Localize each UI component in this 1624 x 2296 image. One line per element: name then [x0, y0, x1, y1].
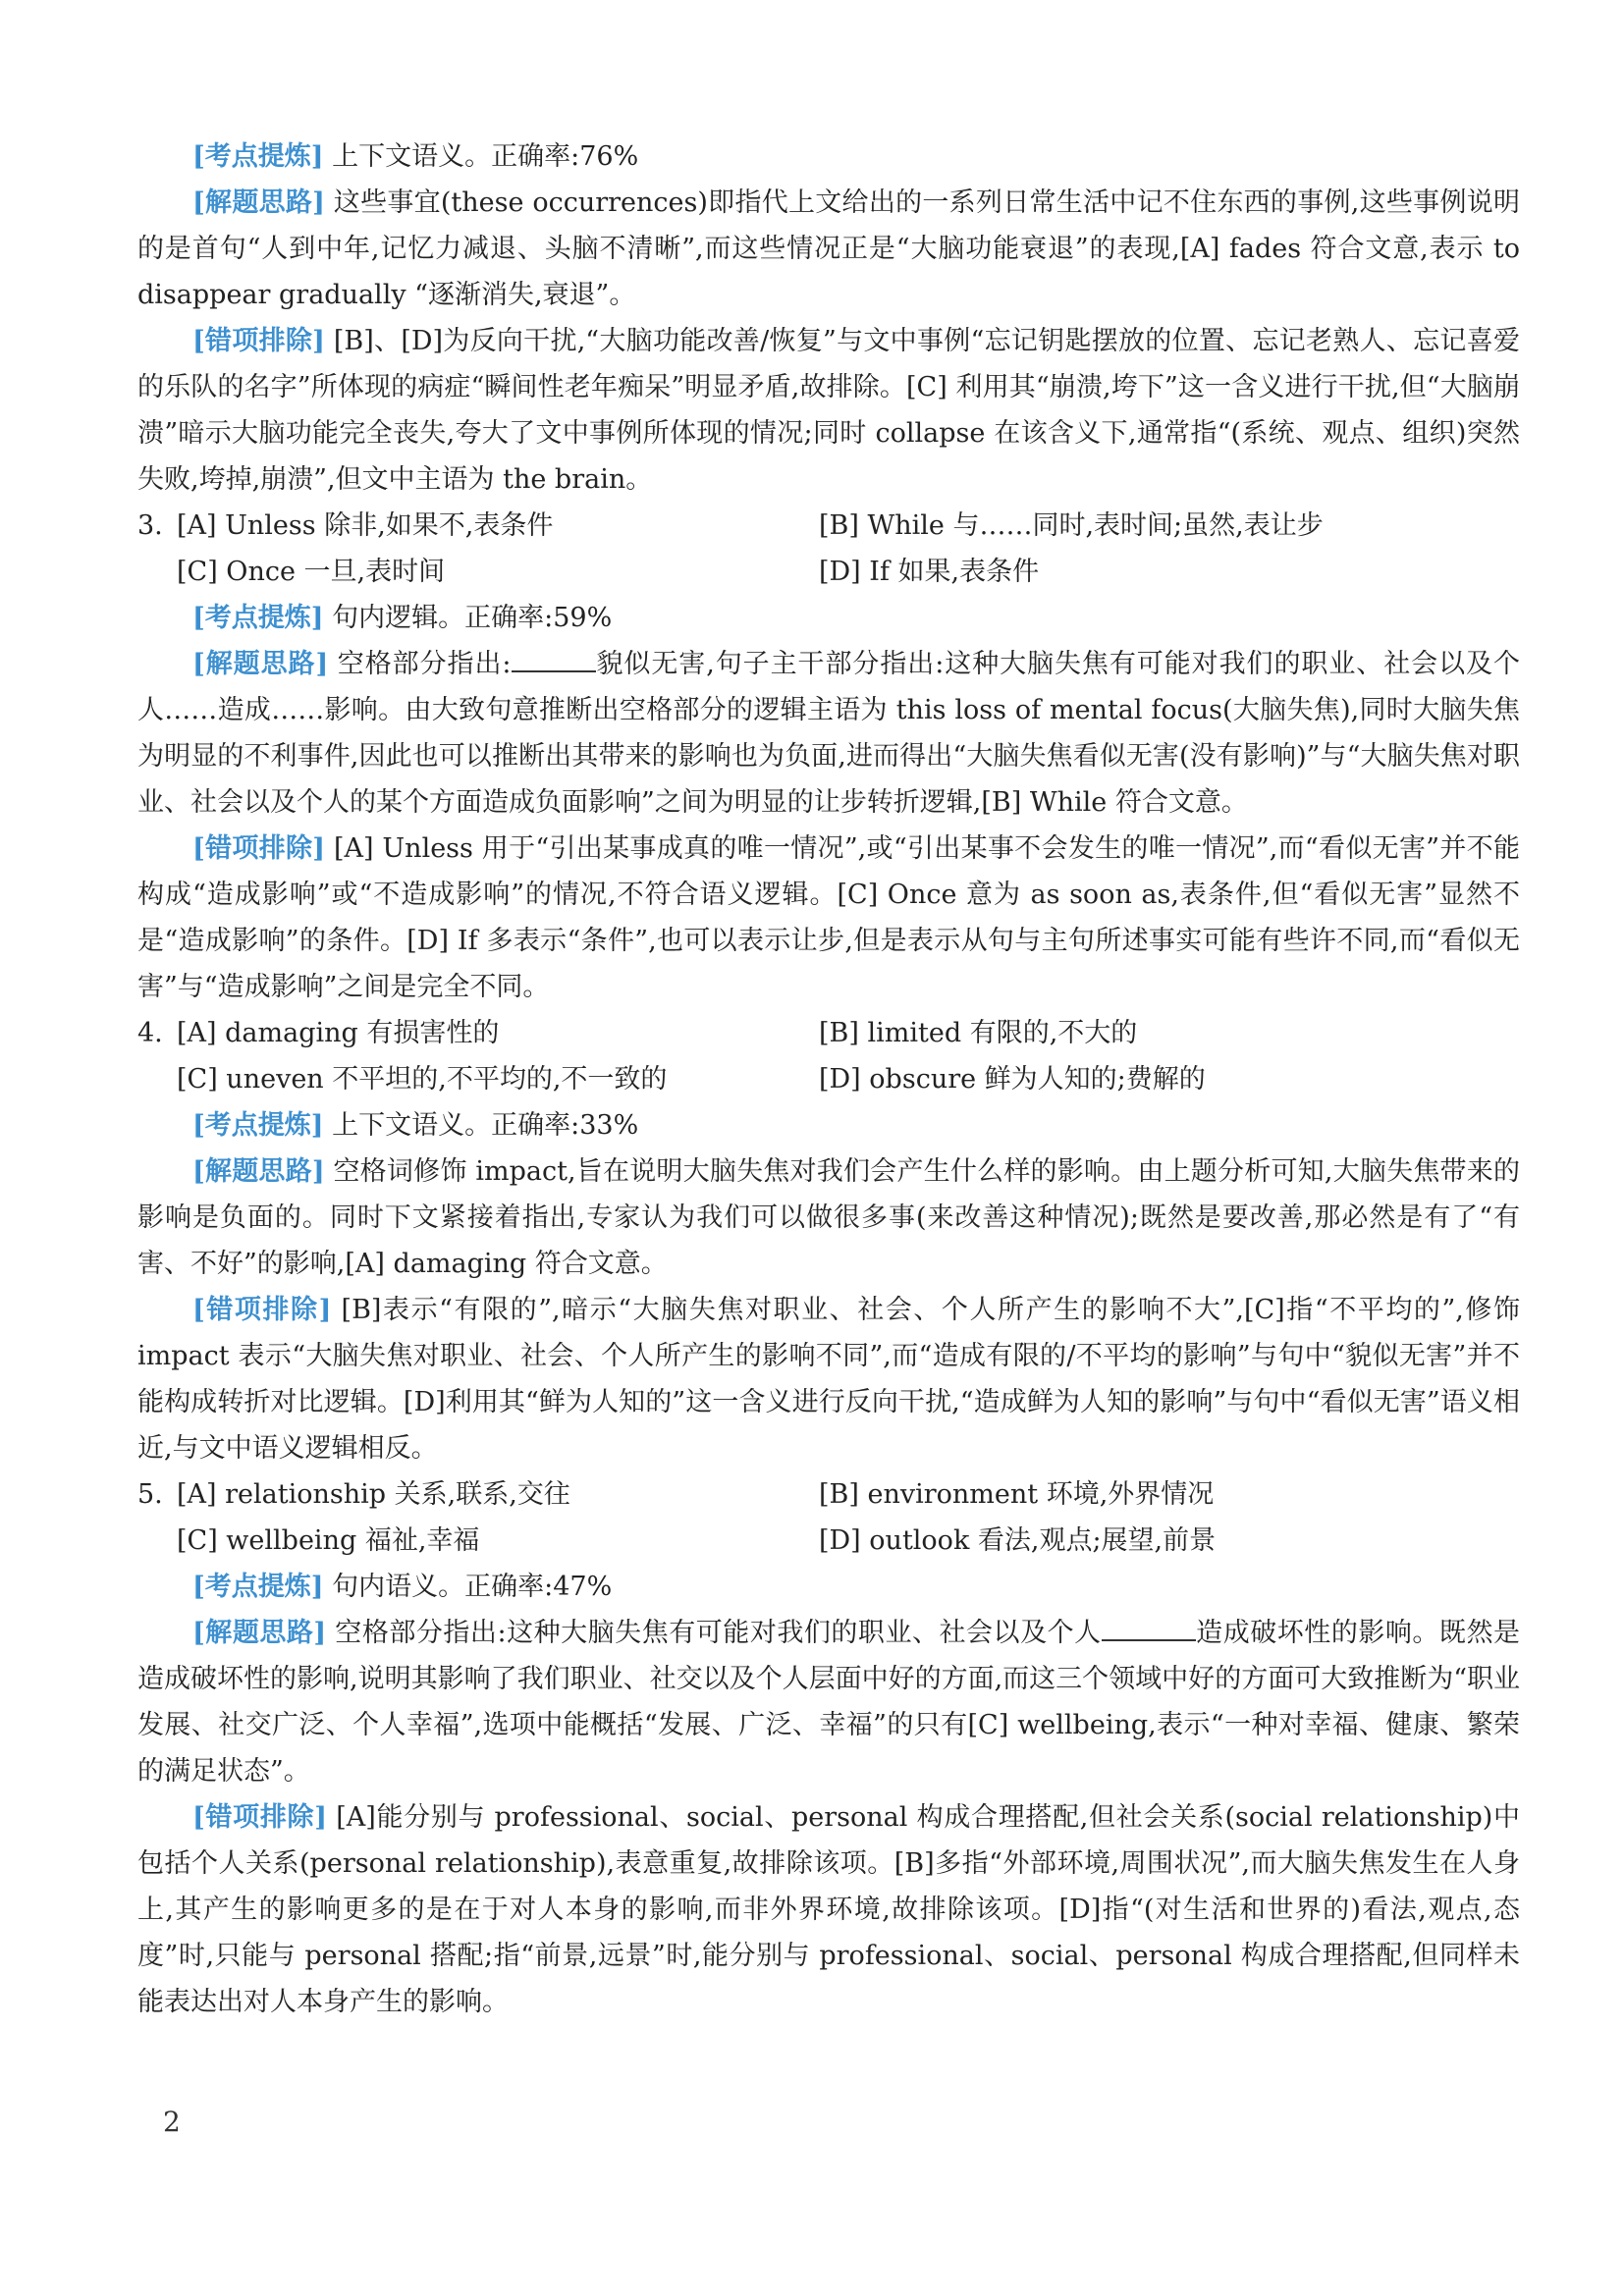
- q4-kaodian: [137, 1102, 1520, 1148]
- q4-option-d: [D] obscure 鲜为人知的;费解的: [819, 1064, 1206, 1095]
- q5-kaodian: [137, 1564, 1520, 1610]
- q4-kaodian-text: 上下文语义。正确率:33%: [332, 1110, 639, 1141]
- q3-jieti-text-2: 貌似无害,句子主干部分指出:这种大脑失焦有可能对我们的职业、社会以及个人……造成……影响。由大致句意推断出空格部分的逻辑主语为 this loss of mental focus(大脑失焦),同时大脑失焦为明显的不利事件,因此也可以推断出其带来的影响也为负面,进而得出“大脑失焦看似无害(没有影响)”与“大脑失焦对职业、社会以及个人的某个方面造成负面影响”之间为明显的让步转折逻辑,[B] While 符合文意。: [137, 649, 1520, 818]
- q2-kaodian-text: 上下文语义。正确率:76%: [332, 141, 639, 172]
- q3-cuoxiang: [137, 826, 1520, 1010]
- q5-option-a: [A] relationship 关系,联系,交往: [177, 1479, 570, 1510]
- q5-kaodian-text: 句内语义。正确率:47%: [332, 1572, 613, 1602]
- q4-number: 4.: [137, 1018, 163, 1048]
- q3-options-row-1: [137, 503, 1520, 549]
- q3-option-c: [C] Once 一旦,表时间: [177, 557, 446, 587]
- tag-jieti: [解题思路]: [192, 187, 325, 218]
- page-number: 2: [163, 2106, 181, 2138]
- tag-kaodian: [考点提炼]: [192, 603, 324, 633]
- q5-options-row-1: [137, 1471, 1520, 1518]
- q5-cuoxiang-text: [A]能分别与 professional、social、personal 构成合理搭配,但社会关系(social relationship)中包括个人关系(personal relationship),表意重复,故排除该项。[B]多指“外部环境,周围状况”,而大脑失焦发生在人身上,其产生的影响更多的是在于对人本身的影响,而非外界环境,故排除该项。[D]指“(对生活和世界的)看法,观点,态度”时,只能与 personal 搭配;指“前景,远景”时,能分别与 professional、social、personal 构成合理搭配,但同样未能表达出对人本身产生的影响。: [137, 1802, 1520, 2017]
- tag-cuoxiang: [错项排除]: [192, 833, 326, 864]
- q3-options-row-2: [137, 549, 1520, 595]
- q3-option-b: [B] While 与……同时,表时间;虽然,表让步: [819, 510, 1324, 541]
- q4-options-row-2: [137, 1056, 1520, 1102]
- q5-number: 5.: [137, 1479, 163, 1510]
- q4-options-row-1: [137, 1010, 1520, 1056]
- tag-kaodian: [考点提炼]: [192, 1572, 324, 1602]
- q3-option-d: [D] If 如果,表条件: [819, 557, 1040, 587]
- blank-line: [1102, 1616, 1196, 1641]
- q4-option-a: [A] damaging 有损害性的: [177, 1018, 500, 1048]
- q4-cuoxiang: [137, 1287, 1520, 1471]
- q4-cuoxiang-text: [B]表示“有限的”,暗示“大脑失焦对职业、社会、个人所产生的影响不大”,[C]指“不平均的”,修饰 impact 表示“大脑失焦对职业、社会、个人所产生的影响不同”,而“造成有限的/不平均的影响”与句中“貌似无害”并不能构成转折对比逻辑。[D]利用其“鲜为人知的”这一含义进行反向干扰,“造成鲜为人知的影响”与句中“看似无害”语义相近,与文中语义逻辑相反。: [137, 1295, 1520, 1464]
- q3-option-a: [A] Unless 除非,如果不,表条件: [177, 510, 554, 541]
- q5-options-row-2: [137, 1518, 1520, 1564]
- tag-jieti: [解题思路]: [192, 1156, 325, 1187]
- q5-jieti-text-1: 空格部分指出:这种大脑失焦有可能对我们的职业、社会以及个人: [335, 1618, 1102, 1648]
- blank-line: [512, 647, 596, 672]
- q5-cuoxiang: [137, 1794, 1520, 2025]
- q5-option-b: [B] environment 环境,外界情况: [819, 1479, 1215, 1510]
- q2-cuoxiang: [137, 318, 1520, 503]
- tag-cuoxiang: [错项排除]: [192, 1295, 332, 1325]
- tag-kaodian: [考点提炼]: [192, 141, 324, 172]
- q4-option-b: [B] limited 有限的,不大的: [819, 1018, 1138, 1048]
- q2-jieti: [137, 180, 1520, 318]
- q3-kaodian: [137, 595, 1520, 641]
- q4-jieti-text: 空格词修饰 impact,旨在说明大脑失焦对我们会产生什么样的影响。由上题分析可知,大脑失焦带来的影响是负面的。同时下文紧接着指出,专家认为我们可以做很多事(来改善这种情况);既然是要改善,那必然是有了“有害、不好”的影响,[A] damaging 符合文意。: [137, 1156, 1520, 1279]
- q3-kaodian-text: 句内逻辑。正确率:59%: [332, 603, 613, 633]
- q3-jieti: [137, 641, 1520, 826]
- tag-kaodian: [考点提炼]: [192, 1110, 324, 1141]
- tag-jieti: [解题思路]: [192, 649, 329, 679]
- q5-jieti-text-2: 造成破坏性的影响。既然是造成破坏性的影响,说明其影响了我们职业、社交以及个人层面中好的方面,而这三个领域中好的方面可大致推断为“职业发展、社交广泛、个人幸福”,选项中能概括“发展、广泛、幸福”的只有[C] wellbeing,表示“一种对幸福、健康、繁荣的满足状态”。: [137, 1618, 1520, 1787]
- q3-jieti-text-1: 空格部分指出:: [337, 649, 512, 679]
- q4-jieti: [137, 1148, 1520, 1287]
- q3-cuoxiang-text: [A] Unless 用于“引出某事成真的唯一情况”,或“引出某事不会发生的唯一情况”,而“看似无害”并不能构成“造成影响”或“不造成影响”的情况,不符合语义逻辑。[C] Once 意为 as soon as,表条件,但“看似无害”显然不是“造成影响”的条件。[D] If 多表示“条件”,也可以表示让步,但是表示从句与主句所述事实可能有些许不同,而“看似无害”与“造成影响”之间是完全不同。: [137, 833, 1520, 1002]
- q5-option-c: [C] wellbeing 福祉,幸福: [177, 1525, 480, 1556]
- q2-kaodian: [137, 133, 1520, 180]
- q5-option-d: [D] outlook 看法,观点;展望,前景: [819, 1525, 1217, 1556]
- q4-option-c: [C] uneven 不平坦的,不平均的,不一致的: [177, 1064, 668, 1095]
- q2-jieti-text: 这些事宜(these occurrences)即指代上文给出的一系列日常生活中记不住东西的事例,这些事例说明的是首句“人到中年,记忆力减退、头脑不清晰”,而这些情况正是“大脑功能衰退”的表现,[A] fades 符合文意,表示 to disappear gradually “逐渐消失,衰退”。: [137, 187, 1520, 310]
- tag-jieti: [解题思路]: [192, 1618, 327, 1648]
- tag-cuoxiang: [错项排除]: [192, 326, 325, 356]
- q2-cuoxiang-text: [B]、[D]为反向干扰,“大脑功能改善/恢复”与文中事例“忘记钥匙摆放的位置、忘记老熟人、忘记喜爱的乐队的名字”所体现的病症“瞬间性老年痴呆”明显矛盾,故排除。[C] 利用其“崩溃,垮下”这一含义进行干扰,但“大脑崩溃”暗示大脑功能完全丧失,夸大了文中事例所体现的情况;同时 collapse 在该含义下,通常指“(系统、观点、组织)突然失败,垮掉,崩溃”,但文中主语为 the brain。: [137, 326, 1520, 495]
- tag-cuoxiang: [错项排除]: [192, 1802, 327, 1833]
- q5-jieti: [137, 1610, 1520, 1794]
- page-content: [137, 133, 1520, 2025]
- q3-number: 3.: [137, 510, 163, 541]
